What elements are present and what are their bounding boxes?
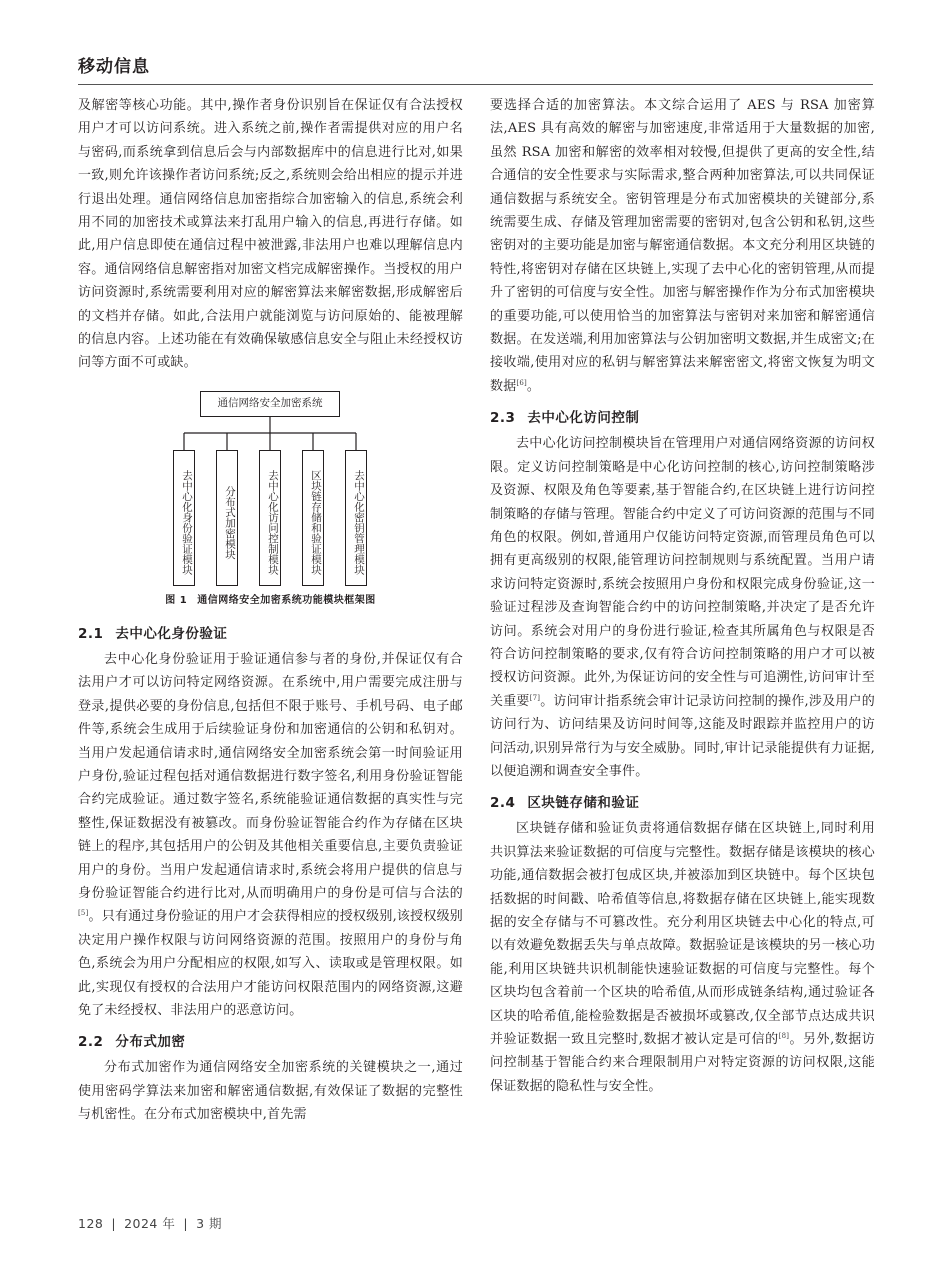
citation: [5]: [78, 909, 89, 918]
page-number: 128: [78, 1216, 104, 1231]
paragraph-text: 。访问审计指系统会审计记录访问控制的操作,涉及用户的访问行为、访问结果及访问时间等,这能及时跟踪并监控用户的访问活动,识别异常行为与安全威胁。同时,审计记录能提供有力证据,以便追溯和调查安全事件。: [490, 693, 875, 779]
paragraph-text: 区块链存储和验证负责将通信数据存储在区块链上,同时利用共识算法来验证数据的可信度与完整性。数据存储是该模块的核心功能,通信数据会被打包成区块,并被添加到区块链中。每个区块包括数据的时间戳、哈希值等信息,将数据存储在区块链上,能实现数据的安全存储与不可篡改性。充分利用区块链去中心化的特点,可以有效避免数据丢失与单点故障。数据验证是该模块的另一核心功能,利用区块链共识机制能快速验证数据的可信度与完整性。每个区块均包含着前一个区块的哈希值,从而形成链条结构,通过验证各区块的哈希值,能检验数据是否被损坏或篡改,仅全部节点达成共识并验证数据一致且完整时,数据才被认定是可信的: [490, 821, 875, 1048]
section-number: 2.2: [78, 1034, 104, 1051]
footer-separator: |: [111, 1216, 117, 1231]
section-heading-2-2: [78, 1032, 463, 1052]
figure-module-box: 去中心化访问控制模块: [259, 450, 281, 586]
page-footer: [78, 1214, 222, 1232]
header-rule: [78, 84, 873, 85]
section-title: 分布式加密: [115, 1034, 186, 1051]
section-heading-2-4: [490, 793, 875, 813]
figure-top-box: 通信网络安全加密系统: [200, 391, 340, 417]
paragraph-text: 去中心化身份验证用于验证通信参与者的身份,并保证仅有合法用户才可以访问特定网络资源。在系统中,用户需要完成注册与登录,提供必要的身份信息,包括但不限于账号、手机号码、电子邮件等,系统会生成用于后续验证身份和加密通信的公钥和私钥对。当用户发起通信请求时,通信网络安全加密系统会第一时间验证用户身份,验证过程包括对通信数据进行数字签名,利用身份验证智能合约完成验证。通过数字签名,系统能验证通信数据的真实性与完整性,保证数据没有被篡改。而身份验证智能合约作为存储在区块链上的程序,其包括用户的公钥及其他相关重要信息,主要负责验证用户的身份。当用户发起通信请求时,系统会将用户提供的信息与身份验证智能合约进行比对,从而明确用户的身份是可信与合法的: [78, 651, 463, 901]
left-column: [78, 94, 463, 1127]
section-heading-2-1: [78, 624, 463, 644]
figure-module-box: 去中心化身份验证模块: [173, 450, 195, 586]
section-title: 区块链存储和验证: [527, 795, 640, 812]
section-2-1-paragraph: [78, 648, 463, 1023]
figure-1: [78, 379, 463, 614]
section-number: 2.3: [490, 410, 516, 427]
citation: [6]: [516, 378, 527, 387]
figure-module-box: 分布式加密模块: [216, 450, 238, 586]
section-2-4-paragraph: [490, 817, 875, 1098]
footer-issue: 3 期: [196, 1216, 223, 1231]
figure-caption: [78, 591, 463, 606]
figure-caption-text: 通信网络安全加密系统功能模块框架图: [197, 594, 376, 606]
continued-paragraph: [490, 94, 875, 398]
figure-caption-number: 图 1: [165, 594, 188, 606]
citation: [7]: [529, 693, 541, 702]
section-number: 2.4: [490, 795, 516, 812]
figure-module-box: 区块链存储和验证模块: [302, 450, 324, 586]
right-column: [490, 94, 875, 1098]
figure-module-box: 去中心化密钥管理模块: [345, 450, 367, 586]
paragraph-text: 去中心化访问控制模块旨在管理用户对通信网络资源的访问权限。定义访问控制策略是中心化访问控制的核心,访问控制策略涉及资源、权限及角色等要素,基于智能合约,在区块链上进行访问控制策略的存储与管理。智能合约中定义了可访问资源的范围与不同角色的权限。例如,普通用户仅能访问特定资源,而管理员角色可以拥有更高级别的权限,能管理访问控制规则与系统配置。当用户请求访问特定资源时,系统会按照用户身份和权限完成身份验证,这一验证过程涉及查询智能合约中的访问控制策略,并决定了是否允许访问。系统会对用户的身份进行验证,检查其所属角色与权限是否符合访问控制策略的要求,仅有符合访问控制策略的用户才可以被授权访问资源。此外,为保证访问的安全性与可追溯性,访问审计至关重要: [490, 436, 875, 709]
section-heading-2-3: [490, 408, 875, 428]
footer-year: 2024 年: [124, 1216, 176, 1231]
section-number: 2.1: [78, 625, 104, 642]
journal-title: 移动信息: [78, 57, 150, 77]
citation: [8]: [778, 1032, 790, 1041]
footer-separator: |: [183, 1216, 189, 1231]
paragraph-text: 。: [526, 378, 541, 394]
paragraph-text: 。另外,数据访问控制基于智能合约来合理限制用户对特定资源的访问权限,这能保证数据的隐私性与安全性。: [490, 1032, 875, 1094]
section-title: 去中心化访问控制: [527, 410, 640, 427]
intro-paragraph: 及解密等核心功能。其中,操作者身份识别旨在保证仅有合法授权用户才可以访问系统。进入系统之前,操作者需提供对应的用户名与密码,而系统拿到信息后会与内部数据库中的信息进行比对,如果一致,则允许该操作者访问系统;反之,系统则会给出相应的提示并进行退出处理。通信网络信息加密指综合加密输入的信息,系统会利用不同的加密技术或算法来打乱用户输入的信息,再进行存储。如此,用户信息即使在通信过程中被泄露,非法用户也难以理解信息内容。通信网络信息解密指对加密文档完成解密操作。当授权的用户访问资源时,系统需要利用对应的解密算法来解密数据,形成解密后的文档并存储。如此,合法用户就能浏览与访问原始的、能被理解的信息内容。上述功能在有效确保敏感信息安全与阻止未经授权访问等方面不可或缺。: [78, 98, 463, 371]
section-2-2-paragraph: 分布式加密作为通信网络安全加密系统的关键模块之一,通过使用密码学算法来加密和解密通信数据,有效保证了数据的完整性与机密性。在分布式加密模块中,首先需: [78, 1060, 463, 1123]
section-2-3-paragraph: [490, 432, 875, 783]
paragraph-text: 要选择合适的加密算法。本文综合运用了 AES 与 RSA 加密算法,AES 具有高效的解密与加密速度,非常适用于大量数据的加密,虽然 RSA 加密和解密的效率相对较慢,但提供了更高的安全性,结合通信的安全性要求与实际需求,整合两种加密算法,可以共同保证通信数据与系统安全。密钥管理是分布式加密模块的关键部分,系统需要生成、存储及管理加密需要的密钥对,包含公钥和私钥,这些密钥对的主要功能是加密与解密通信数据。本文充分利用区块链的特性,将密钥对存储在区块链上,实现了去中心化的密钥管理,从而提升了密钥的可信度与安全性。加密与解密操作作为分布式加密模块的重要功能,可以使用恰当的加密算法与密钥对来加密和解密通信数据。在发送端,利用加密算法与公钥加密明文数据,并生成密文;在接收端,使用对应的私钥与解密算法来解密密文,将密文恢复为明文数据: [490, 98, 875, 394]
section-title: 去中心化身份验证: [115, 625, 228, 642]
paragraph-text: 。只有通过身份验证的用户才会获得相应的授权级别,该授权级别决定用户操作权限与访问网络资源的范围。按照用户的身份与角色,系统会为用户分配相应的权限,如写入、读取或是管理权限。如此,实现仅有授权的合法用户才能访问权限范围内的网络资源,这避免了未经授权、非法用户的恶意访问。: [78, 909, 463, 1018]
